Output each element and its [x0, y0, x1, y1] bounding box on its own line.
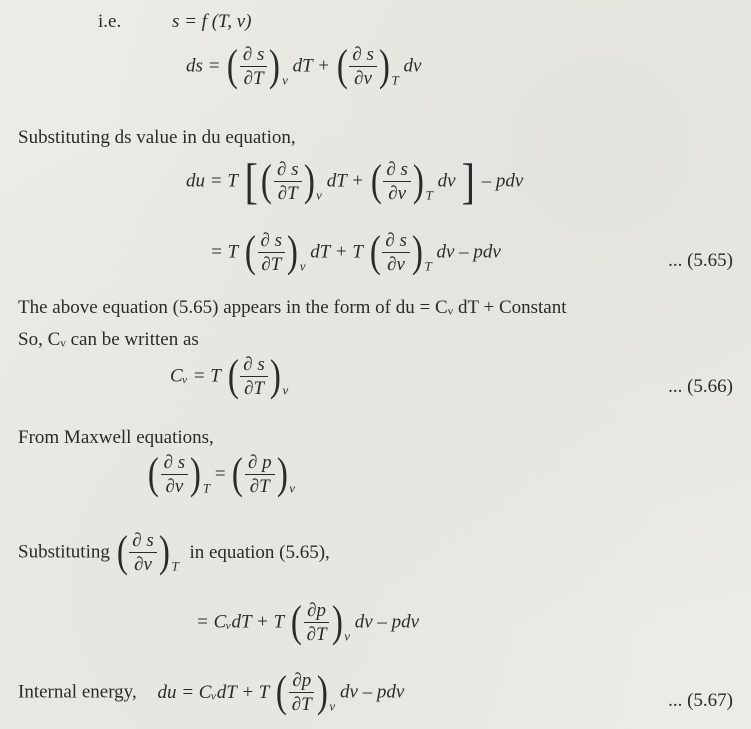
- state-function: s = f (T, v): [171, 11, 252, 32]
- partial-s-T: $\frac{\partial s}{\partial T}$: [240, 45, 268, 88]
- text-form-of-du: The above equation (5.65) appears in the form of du = Cᵥ dT + Constant: [18, 297, 567, 318]
- ds-equation: ds = ( $\frac{\partial s}{\partial T}$ ) $_v$ dT + ( $\frac{\partial s}{\partial v}$ ) $_T$ dv: [186, 41, 422, 90]
- eqnum-5-66: ... (5.66): [668, 376, 733, 397]
- du-expanded-equation: = T ( $\frac{\partial s}{\partial T}$ ) $_v$ dT + T ( $\frac{\partial s}{\partial v}$ ) $_T$ dv – pdv: [210, 227, 501, 276]
- ds-mid: dT +: [292, 55, 330, 77]
- ie-line: [98, 12, 251, 31]
- eqnum-5-65: ... (5.65): [668, 250, 733, 271]
- du-lhs: du = T: [186, 170, 238, 192]
- ie-label: i.e.: [98, 11, 122, 32]
- ds-end: dv: [403, 55, 422, 77]
- cv-equation: Cᵥ = T ( $\frac{\partial s}{\partial T}$ ) $_v$: [170, 351, 289, 400]
- du-bracket-equation: du = T [( $\frac{\partial s}{\partial T}$ ) $_v$ dT + ( $\frac{\partial s}{\partial v}$ ) $_T$ dv ] – pdv: [186, 153, 524, 209]
- text-maxwell: From Maxwell equations,: [18, 427, 214, 448]
- text-substituting-ds: Substituting ds value in du equation,: [18, 127, 296, 148]
- maxwell-relation: ( $\frac{\partial s}{\partial v}$ ) $_T$ = ( $\frac{\partial p}{\partial T}$ ) $_v$: [147, 449, 296, 498]
- internal-energy-equation: Internal energy, du = CᵥdT + T ( $\frac{\partial p}{\partial T}$ ) $_v$ dv – pdv: [18, 667, 405, 716]
- eqnum-5-67: ... (5.67): [668, 690, 733, 711]
- du-cv-equation: = CᵥdT + T ( $\frac{\partial p}{\partial T}$ ) $_v$ dv – pdv: [196, 597, 420, 646]
- partial-s-v: $\frac{\partial s}{\partial v}$: [349, 45, 377, 88]
- substituting-partial: Substituting ( $\frac{\partial s}{\partial v}$ ) $_T$ in equation (5.65),: [18, 527, 330, 576]
- ds-lhs: ds =: [186, 55, 221, 77]
- text-cv-written: So, Cᵥ can be written as: [18, 329, 199, 350]
